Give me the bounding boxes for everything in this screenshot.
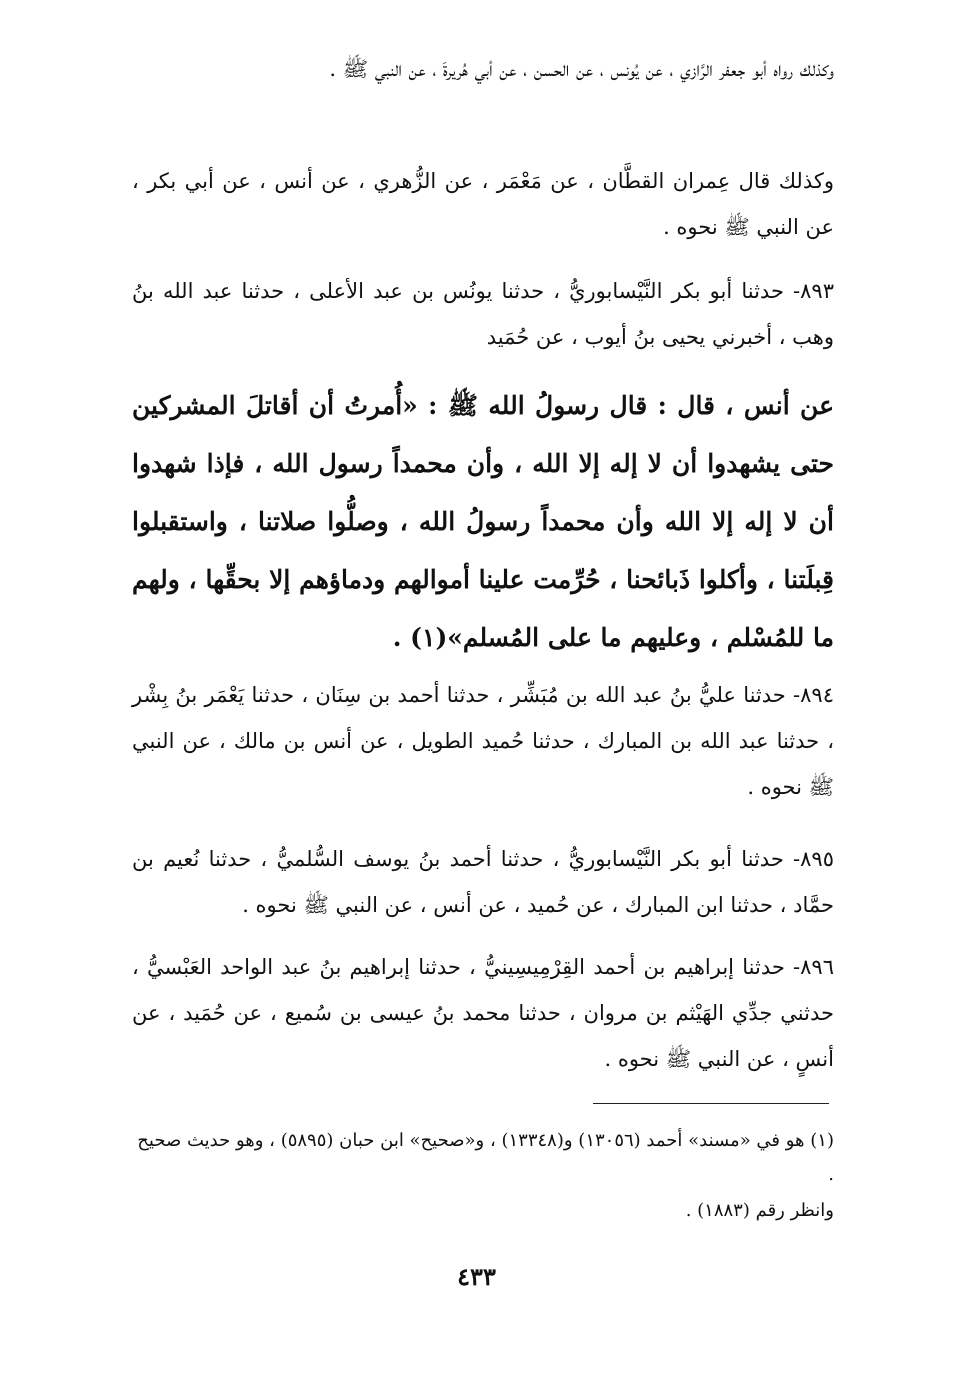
hadith-893-chain: ٨٩٣- حدثنا أبو بكر النَّيْسابوريُّ ، حدثنا يونُس بن عبد الأعلى ، حدثنا عبد الله بنُ وهب ، أخبرني يحيى بنُ أيوب ، عن حُمَيد	[132, 279, 834, 349]
footnote-1-see-also: وانظر رقم (١٨٨٣) .	[685, 1200, 834, 1221]
footnote-separator	[593, 1103, 829, 1104]
hadith-894: ٨٩٤- حدثنا عليُّ بنُ عبد الله بن مُبَشِّر ، حدثنا أحمد بن سِنَان ، حدثنا يَعْمَر بنُ بِشْر ، حدثنا عبد الله بن المبارك ، حدثنا حُميد الطويل ، عن أنس بن مالك ، عن النبي ﷺ نحوه .	[132, 683, 834, 799]
page-number: ٤٣٣	[457, 1262, 496, 1291]
paragraph-1: وكذلك رواه أبو جعفر الرَّازي ، عن يُونس ، عن الحسن ، عن أبي هُريرةَ ، عن النبي ﷺ .	[329, 57, 834, 81]
hadith-893-text: عن أنس ، قال : قال رسولُ الله ﷺ : «أُمرتُ أن أقاتلَ المشركين حتى يشهدوا أن لا إله إلا الله ، وأن محمداً رسول الله ، فإذا شهدوا أن لا إله إلا الله وأن محمداً رسولُ الله ، وصلُّوا صلاتنا ، واستقبلوا قِبلَتنا ، وأكلوا ذَبائحنا ، حُرِّمت علينا أموالهم ودماؤهم إلا بحقِّها ، ولهم ما للمُسْلم ، وعليهم ما على المُسلم»(١) .	[132, 391, 834, 652]
footnote-1: (١) هو في «مسند» أحمد (١٣٠٥٦) و(١٣٣٤٨) ، و«صحيح» ابن حبان (٥٨٩٥) ، وهو حديث صحيح .	[137, 1130, 834, 1185]
hadith-896: ٨٩٦- حدثنا إبراهيم بن أحمد القِرْمِيسِينيُّ ، حدثنا إبراهيم بنُ عبد الواحد العَبْسيُّ ، حدثني جدِّي الهَيْثم بن مروان ، حدثنا محمد بنُ عيسى بن سُميع ، عن حُمَيد ، عن أنسٍ ، عن النبي ﷺ نحوه .	[132, 955, 834, 1071]
hadith-895: ٨٩٥- حدثنا أبو بكر النَّيْسابوريُّ ، حدثنا أحمد بنُ يوسف السُّلميُّ ، حدثنا نُعيم بن حمَّاد ، حدثنا ابن المبارك ، عن حُميد ، عن أنس ، عن النبي ﷺ نحوه .	[132, 847, 834, 917]
paragraph-2: وكذلك قال عِمران القطَّان ، عن مَعْمَر ، عن الزُّهري ، عن أنس ، عن أبي بكر ، عن النبي ﷺ نحوه .	[132, 169, 834, 239]
